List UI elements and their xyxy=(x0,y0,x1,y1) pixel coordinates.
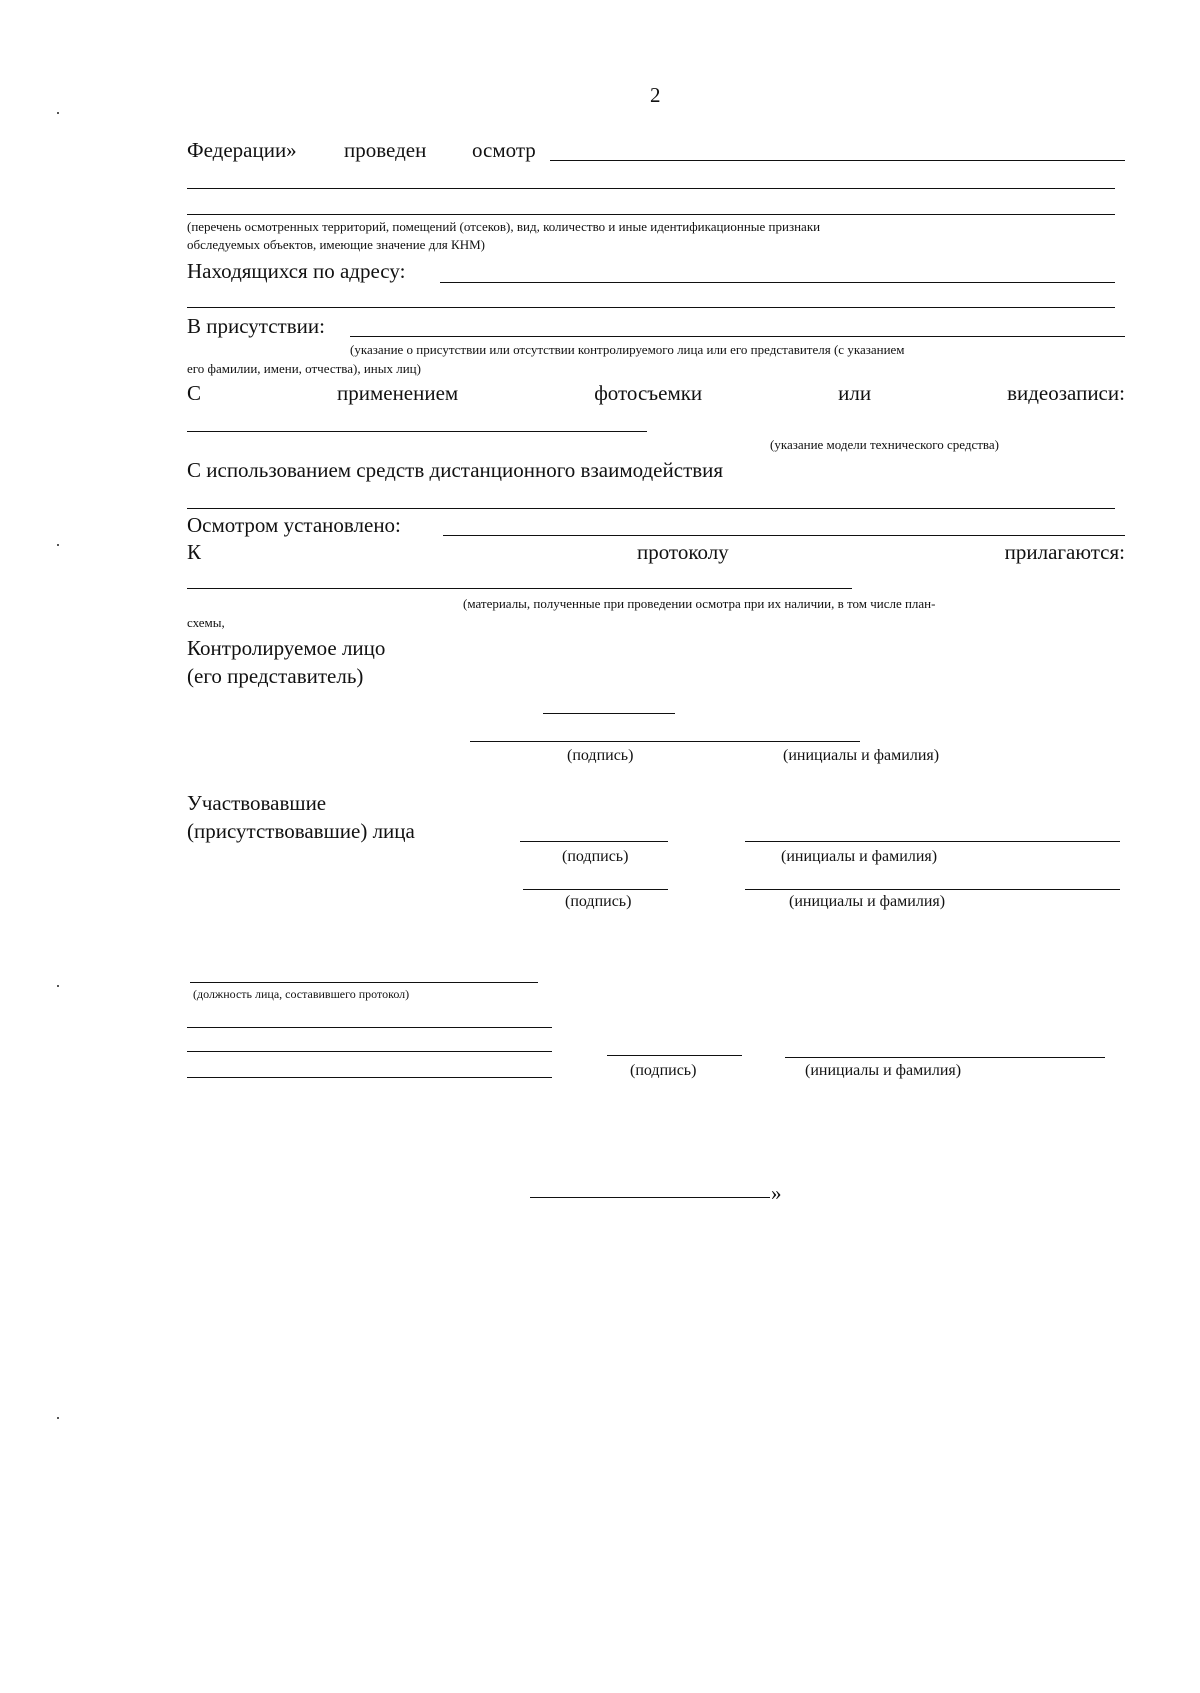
participant-2-name-caption: (инициалы и фамилия) xyxy=(789,893,946,910)
device-note: (указание модели технического средства) xyxy=(770,437,999,452)
objects-note-line2: обследуемых объектов, имеющие значение для КНМ) xyxy=(187,237,485,252)
participant-1-name-line[interactable] xyxy=(745,841,1120,842)
recording-word-5: видеозаписи: xyxy=(1007,381,1125,405)
controlled-person-short-line[interactable] xyxy=(543,713,675,714)
composer-name-caption: (инициалы и фамилия) xyxy=(805,1062,962,1079)
participant-2-signature-caption: (подпись) xyxy=(565,893,632,910)
participants-label-1: Участвовавшие xyxy=(187,791,327,815)
established-fill-line[interactable] xyxy=(443,535,1125,536)
presence-fill-line[interactable] xyxy=(350,336,1125,337)
controlled-person-label-2: (его представитель) xyxy=(187,664,364,688)
materials-note: (материалы, полученные при проведении осмотра при их наличии, в том числе план- xyxy=(463,596,936,611)
composer-signature-line[interactable] xyxy=(607,1055,742,1056)
presence-label: В присутствии: xyxy=(187,314,325,338)
composer-signature-caption: (подпись) xyxy=(630,1062,697,1079)
objects-note-line1: (перечень осмотренных территорий, помещений (отсеков), вид, количество и иные идентификационные признаки xyxy=(187,219,821,234)
margin-mark xyxy=(57,985,59,987)
composer-position-line-4[interactable] xyxy=(187,1077,552,1078)
address-label: Находящихся по адресу: xyxy=(187,259,406,283)
inspection-fill-line[interactable] xyxy=(550,160,1125,161)
recording-word-1: С xyxy=(187,381,202,405)
participants-label-2: (присутствовавшие) лица xyxy=(187,819,415,843)
page-number: 2 xyxy=(650,83,661,107)
composer-position-note: (должность лица, составившего протокол) xyxy=(193,987,410,1001)
margin-mark xyxy=(57,1417,59,1419)
federation-word: Федерации» xyxy=(187,138,297,162)
margin-mark xyxy=(57,112,59,114)
presence-note-line2: его фамилии, имени, отчества), иных лиц) xyxy=(187,361,421,376)
remote-label: С использованием средств дистанционного взаимодействия xyxy=(187,458,724,482)
address-fill-line-2[interactable] xyxy=(187,307,1115,308)
attach-word-3: прилагаются: xyxy=(1004,540,1125,564)
participant-2-signature-line[interactable] xyxy=(523,889,668,890)
participant-1-signature-caption: (подпись) xyxy=(562,848,629,865)
recording-fill-line[interactable] xyxy=(187,431,647,432)
recording-word-3: фотосъемки xyxy=(594,381,703,405)
recording-line xyxy=(187,381,1125,405)
established-label: Осмотром установлено: xyxy=(187,513,401,537)
presence-note-line1: (указание о присутствии или отсутствии контролируемого лица или его представителя (с указанием xyxy=(350,342,905,357)
recording-word-2: применением xyxy=(336,381,459,405)
participant-1-signature-line[interactable] xyxy=(520,841,668,842)
controlled-person-signature-line[interactable] xyxy=(470,741,860,742)
attachments-fill-line[interactable] xyxy=(187,588,852,589)
composer-name-line[interactable] xyxy=(785,1057,1105,1058)
margin-mark xyxy=(57,544,59,546)
closing-line[interactable] xyxy=(530,1197,770,1198)
inspection-fill-line-3[interactable] xyxy=(187,214,1115,215)
attach-word-1: К xyxy=(187,540,202,564)
controlled-person-label-1: Контролируемое лицо xyxy=(187,636,386,660)
recording-word-4: или xyxy=(838,381,872,405)
address-fill-line[interactable] xyxy=(440,282,1115,283)
participant-1-name-caption: (инициалы и фамилия) xyxy=(781,848,938,865)
conducted-word: проведен xyxy=(344,138,427,162)
remote-fill-line[interactable] xyxy=(187,508,1115,509)
materials-note-cont: схемы, xyxy=(187,615,225,630)
controlled-person-name-caption: (инициалы и фамилия) xyxy=(783,747,940,764)
attachments-line xyxy=(187,540,1125,564)
inspection-word: осмотр xyxy=(472,138,536,162)
closing-mark: » xyxy=(771,1181,782,1205)
composer-position-line-3[interactable] xyxy=(187,1051,552,1052)
attach-word-2: протоколу xyxy=(636,540,729,564)
inspection-fill-line-2[interactable] xyxy=(187,188,1115,189)
composer-position-line-2[interactable] xyxy=(187,1027,552,1028)
participant-2-name-line[interactable] xyxy=(745,889,1120,890)
controlled-person-signature-caption: (подпись) xyxy=(567,747,634,764)
composer-position-line[interactable] xyxy=(190,982,538,983)
